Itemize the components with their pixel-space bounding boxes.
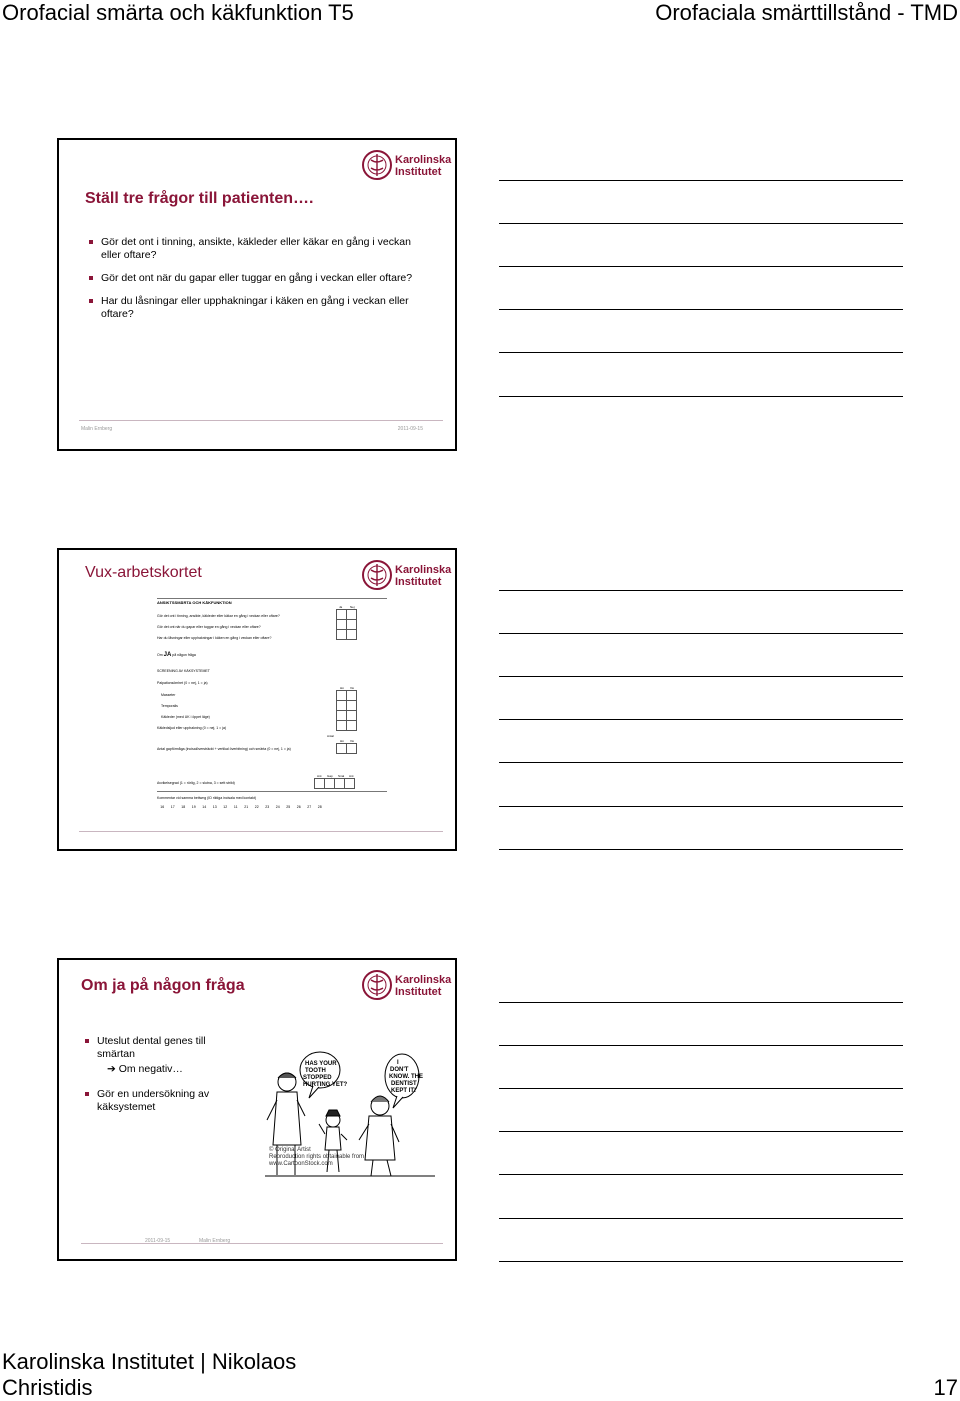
cartoon-credit-1: © Original Artist bbox=[269, 1147, 311, 1153]
smarta-grid bbox=[336, 743, 357, 754]
note-line bbox=[499, 633, 903, 634]
dentist-cartoon bbox=[265, 1050, 435, 1178]
note-line bbox=[499, 676, 903, 677]
karolinska-logo bbox=[361, 558, 452, 596]
logo-wordmark: Karolinska Institutet bbox=[395, 564, 452, 588]
page-header-left: Orofacial smärta och käkfunktion T5 bbox=[2, 0, 354, 25]
slide-1-author: Malin Ernberg bbox=[81, 426, 113, 432]
note-line bbox=[499, 762, 903, 763]
page-footer-line-2: Christidis bbox=[2, 1375, 93, 1400]
slide-3-bullets bbox=[81, 1035, 231, 1124]
logo-wordmark: Karolinska Institutet bbox=[395, 154, 452, 178]
slide-3-author: Malin Ernberg bbox=[199, 1238, 231, 1244]
form-q2: Gör det ont när du gapar eller tuggar en gång i veckan eller oftare? bbox=[157, 625, 261, 629]
om-ja-line: Om JA på någon fråga bbox=[157, 652, 196, 658]
slide-1 bbox=[57, 138, 457, 451]
slide-1-title: Ställ tre frågor till patienten…. bbox=[85, 190, 314, 207]
vux-form bbox=[157, 598, 357, 813]
slide-1-date: 2011-09-15 bbox=[397, 426, 423, 432]
note-line bbox=[499, 719, 903, 720]
note-line bbox=[499, 223, 903, 224]
col-nej: Nej bbox=[350, 605, 355, 609]
cartoon-credit-2: Reproduction rights obtainable from bbox=[269, 1154, 365, 1160]
slide-3-date: 2011-09-15 bbox=[145, 1238, 171, 1244]
note-line bbox=[499, 396, 903, 397]
sub-item: ➔ Om negativ… bbox=[107, 1063, 183, 1075]
masseter-label: Masseter bbox=[161, 693, 176, 697]
slide-3 bbox=[57, 958, 457, 1261]
screening-heading: SCREENING AV KÄKSYSTEMET bbox=[157, 669, 210, 673]
list-item: Uteslut dental genes till smärtan ➔ Om negativ… bbox=[81, 1035, 231, 1076]
bubble-1-text: HAS YOUR TOOTH STOPPED HURTING YET? bbox=[303, 1061, 348, 1088]
kommentar-label: Kommentar vid samma bettwng (ID riktiga incisala med kontakt) bbox=[157, 796, 257, 800]
smarta-question: Antal gapförmåga (incisalöversträckt + vertikal överbitning) och smärta (0 = nej, 1 = ja) bbox=[157, 747, 291, 751]
col-b: Gap bbox=[327, 774, 333, 778]
slide-1-bullets bbox=[85, 236, 415, 331]
rorlighet-grid bbox=[314, 778, 355, 789]
col-d: Ant bbox=[349, 774, 354, 778]
page-number: 17 bbox=[933, 1375, 958, 1400]
palpation-grid bbox=[336, 690, 357, 731]
rorlighet-label: Avvikelsegrad (1 = rörlig, 2 = slutna, 3 = sett strikt) bbox=[157, 781, 235, 785]
note-line bbox=[499, 849, 903, 850]
karolinska-seal-icon bbox=[361, 558, 393, 592]
palpation-label: Palpationsömhet (0 = nej, 1 = ja) bbox=[157, 681, 208, 685]
col-hoger: Hö bbox=[340, 739, 344, 743]
form-title: ANSIKTSSMÄRTA OCH KÄKFUNKTION bbox=[157, 600, 232, 605]
slide-2-title: Vux-arbetskortet bbox=[85, 564, 202, 581]
note-line bbox=[499, 1218, 903, 1219]
list-item: Gör en undersökning av käksystemet bbox=[81, 1088, 231, 1114]
form-rule bbox=[157, 791, 387, 792]
note-line bbox=[499, 309, 903, 310]
temporalis-label: Temporalis bbox=[161, 704, 178, 708]
logo-wordmark: Karolinska Institutet bbox=[395, 974, 452, 998]
tooth-numbers: 16 17 18 19 14 13 12 11 21 22 23 24 25 26 27 28 bbox=[160, 805, 322, 809]
note-line bbox=[499, 1174, 903, 1175]
list-item: Gör det ont när du gapar eller tuggar en gång i veckan eller oftare? bbox=[85, 272, 415, 285]
bubble-2-text: I DON'T KNOW. THE DENTIST KEPT IT! bbox=[389, 1060, 423, 1094]
note-line bbox=[499, 1261, 903, 1262]
note-line bbox=[499, 1088, 903, 1089]
note-line bbox=[499, 1002, 903, 1003]
note-line bbox=[499, 1131, 903, 1132]
karolinska-seal-icon bbox=[361, 148, 393, 182]
karolinska-logo bbox=[361, 968, 452, 1006]
note-line bbox=[499, 1045, 903, 1046]
col-hoger: Hö bbox=[340, 686, 344, 690]
answer-grid bbox=[336, 609, 357, 640]
form-rule bbox=[157, 598, 387, 599]
col-vanster: Vä bbox=[350, 686, 354, 690]
antal-label: Antal bbox=[327, 734, 334, 738]
note-line bbox=[499, 266, 903, 267]
karolinska-logo bbox=[361, 148, 452, 186]
list-item: Har du låsningar eller upphakningar i käken en gång i veckan eller oftare? bbox=[85, 295, 415, 321]
col-c: Smä bbox=[338, 774, 345, 778]
note-line bbox=[499, 806, 903, 807]
page-header-right: Orofaciala smärttillstånd - TMD bbox=[655, 0, 958, 25]
slide-2 bbox=[57, 548, 457, 851]
list-item: Gör det ont i tinning, ansikte, käkleder eller käkar en gång i veckan eller oftare? bbox=[85, 236, 415, 262]
col-vanster: Vä bbox=[350, 739, 354, 743]
form-q1: Gör det ont i tinning, ansikte, käkleder eller käkar en gång i veckan eller oftare? bbox=[157, 614, 280, 618]
footer-divider bbox=[79, 831, 443, 832]
kakleder-label: Käkleder (med UK i öppet läge) bbox=[161, 715, 210, 719]
karolinska-seal-icon bbox=[361, 968, 393, 1002]
cartoon-credit-3: www.CartoonStock.com bbox=[269, 1161, 333, 1167]
footer-divider bbox=[79, 420, 443, 421]
col-a: Ant bbox=[317, 774, 322, 778]
note-line bbox=[499, 352, 903, 353]
slide-3-title: Om ja på någon fråga bbox=[81, 977, 245, 994]
page-footer-line-1: Karolinska Institutet | Nikolaos bbox=[2, 1349, 297, 1374]
kakledsljud-label: Käkledsljud eller upphakning (0 = nej, 1 = ja) bbox=[157, 726, 227, 730]
col-ja: Ja bbox=[339, 605, 343, 609]
form-q3: Har du låsningar eller upphakningar i käken en gång i veckan eller oftare? bbox=[157, 636, 272, 640]
footer-divider bbox=[81, 1243, 443, 1244]
note-line bbox=[499, 590, 903, 591]
note-line bbox=[499, 180, 903, 181]
